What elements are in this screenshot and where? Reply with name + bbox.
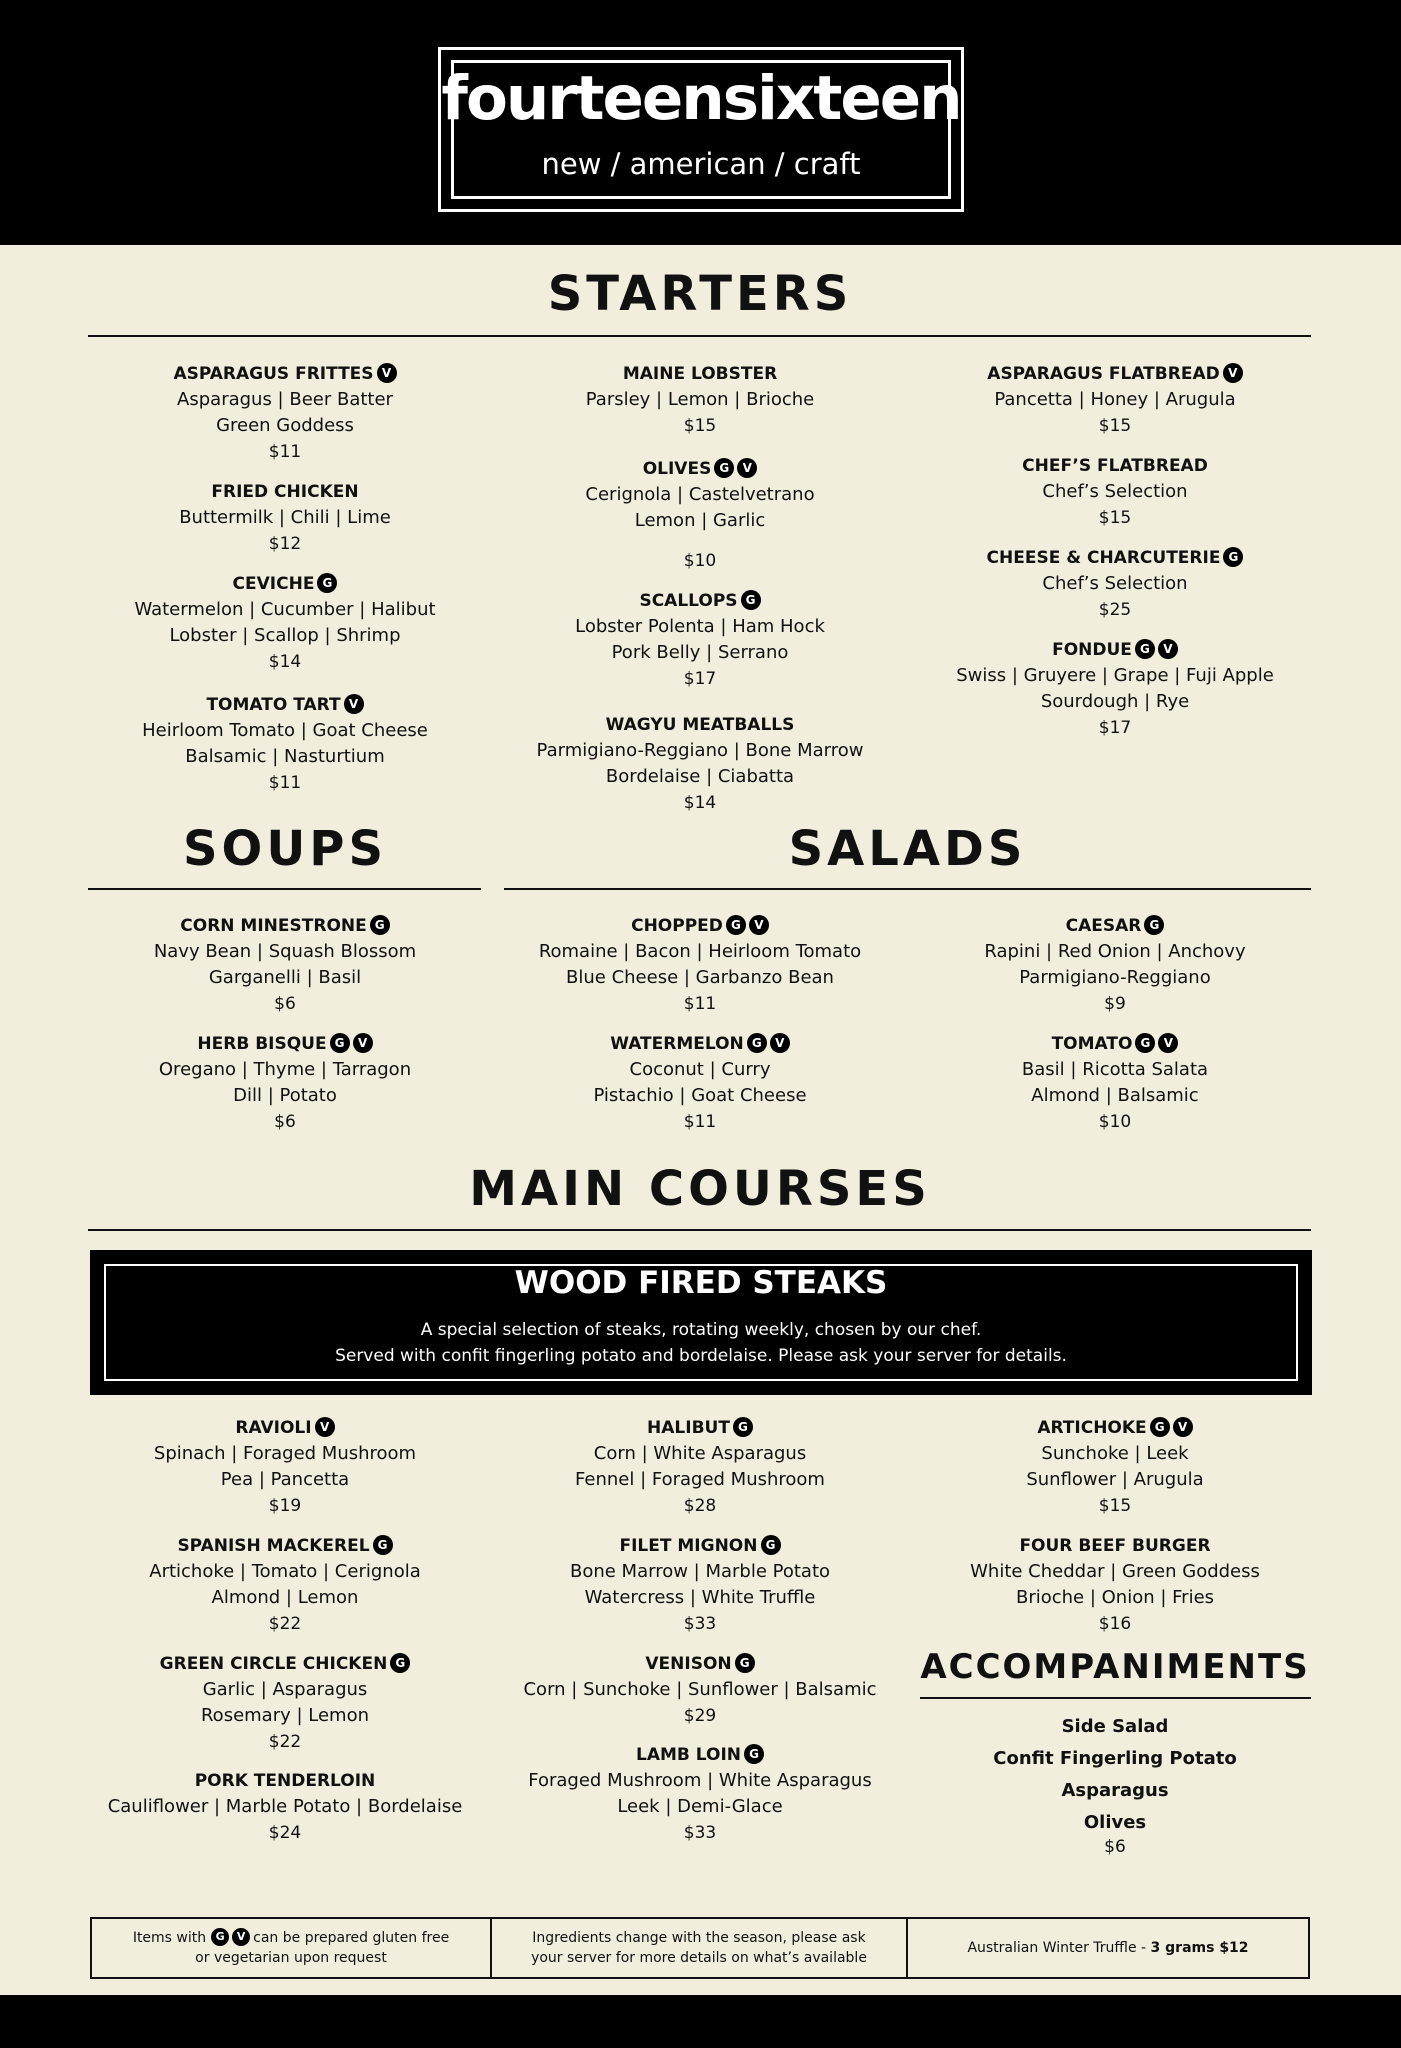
item-description: Blue Cheese | Garbanzo Bean bbox=[566, 967, 834, 988]
item-description: Swiss | Gruyere | Grape | Fuji Apple bbox=[956, 665, 1274, 686]
vegetarian-badge-icon: V bbox=[344, 694, 364, 714]
menu-item-tomato bbox=[920, 1031, 1310, 1135]
item-price: $9 bbox=[1104, 994, 1126, 1014]
item-name: MAINE LOBSTER bbox=[622, 364, 778, 384]
note-text: Items with bbox=[132, 1930, 207, 1946]
item-name: FRIED CHICKEN bbox=[211, 482, 359, 502]
accompaniment-confit-potato: Confit Fingerling Potato bbox=[993, 1748, 1237, 1769]
menu-item-watermelon bbox=[505, 1031, 895, 1135]
footer-bar bbox=[0, 1995, 1401, 2048]
item-description: White Cheddar | Green Goddess bbox=[970, 1561, 1260, 1582]
item-description: Navy Bean | Squash Blossom bbox=[153, 941, 417, 962]
item-description: Pork Belly | Serrano bbox=[611, 642, 789, 663]
item-name: RAVIOLI bbox=[235, 1418, 312, 1438]
item-description: Balsamic | Nasturtium bbox=[185, 746, 385, 767]
item-description: Buttermilk | Chili | Lime bbox=[179, 507, 391, 528]
item-price: $24 bbox=[268, 1823, 302, 1843]
section-title-main-courses: MAIN COURSES bbox=[469, 1161, 931, 1217]
item-description: Lemon | Garlic bbox=[634, 510, 766, 531]
gluten-free-badge-icon: G bbox=[744, 1744, 764, 1764]
menu-item-maine-lobster bbox=[505, 361, 895, 439]
item-price: $10 bbox=[683, 551, 717, 571]
item-price: $19 bbox=[268, 1496, 302, 1516]
item-price: $15 bbox=[1098, 416, 1132, 436]
logo bbox=[438, 47, 964, 212]
item-price: $33 bbox=[683, 1823, 717, 1843]
footer-notes bbox=[90, 1917, 1310, 1979]
item-name: CHOPPED bbox=[631, 916, 723, 936]
steaks-description: Served with confit fingerling potato and bordelaise. Please ask your server for details. bbox=[335, 1346, 1067, 1366]
menu-item-scallops bbox=[505, 588, 895, 692]
item-name: HERB BISQUE bbox=[197, 1034, 327, 1054]
item-description: Parsley | Lemon | Brioche bbox=[585, 389, 815, 410]
gluten-free-badge-icon: G bbox=[330, 1033, 350, 1053]
menu-item-chopped bbox=[505, 913, 895, 1017]
item-name: FILET MIGNON bbox=[619, 1536, 758, 1556]
item-description: Pistachio | Goat Cheese bbox=[593, 1085, 807, 1106]
item-price: $14 bbox=[268, 652, 302, 672]
menu-item-corn-minestrone bbox=[90, 913, 480, 1017]
vegetarian-badge-icon: V bbox=[770, 1033, 790, 1053]
item-description: Garlic | Asparagus bbox=[202, 1679, 368, 1700]
section-title-starters: STARTERS bbox=[547, 266, 853, 322]
item-description: Chef’s Selection bbox=[1042, 481, 1188, 502]
accompaniment-olives: Olives bbox=[1083, 1812, 1147, 1833]
item-price: $29 bbox=[683, 1706, 717, 1726]
header-bar bbox=[0, 0, 1401, 245]
section-title-salads: SALADS bbox=[788, 821, 1027, 877]
item-description: Spinach | Foraged Mushroom bbox=[153, 1443, 417, 1464]
menu-item-olives bbox=[505, 456, 895, 574]
item-name: WAGYU MEATBALLS bbox=[605, 715, 795, 735]
item-price: $11 bbox=[683, 994, 717, 1014]
item-description: Sunflower | Arugula bbox=[1026, 1469, 1204, 1490]
gluten-free-badge-icon: G bbox=[1150, 1417, 1170, 1437]
menu-item-cheese-charcuterie bbox=[920, 545, 1310, 623]
gluten-free-badge-icon: G bbox=[370, 915, 390, 935]
menu-item-fondue bbox=[920, 637, 1310, 741]
note-text: or vegetarian upon request bbox=[195, 1950, 387, 1966]
item-name: CHEF’S FLATBREAD bbox=[1022, 456, 1208, 476]
item-price: $10 bbox=[1098, 1112, 1132, 1132]
vegetarian-badge-icon: V bbox=[1223, 363, 1243, 383]
divider bbox=[920, 1697, 1311, 1699]
menu-item-chefs-flatbread bbox=[920, 453, 1310, 531]
divider bbox=[504, 888, 1311, 890]
item-description: Coconut | Curry bbox=[629, 1059, 771, 1080]
gluten-free-badge-icon: G bbox=[733, 1417, 753, 1437]
menu-item-caesar bbox=[920, 913, 1310, 1017]
vegetarian-badge-icon: V bbox=[1173, 1417, 1193, 1437]
item-description: Foraged Mushroom | White Asparagus bbox=[528, 1770, 872, 1791]
item-price: $17 bbox=[683, 669, 717, 689]
gluten-free-badge-icon: G bbox=[747, 1033, 767, 1053]
item-name: GREEN CIRCLE CHICKEN bbox=[159, 1654, 388, 1674]
section-title-accompaniments: ACCOMPANIMENTS bbox=[920, 1647, 1310, 1687]
item-price: $25 bbox=[1098, 600, 1132, 620]
item-description: Rosemary | Lemon bbox=[200, 1705, 370, 1726]
item-price: $33 bbox=[683, 1614, 717, 1634]
item-description: Bone Marrow | Marble Potato bbox=[569, 1561, 831, 1582]
menu-item-filet-mignon bbox=[505, 1533, 895, 1637]
item-description: Lobster Polenta | Ham Hock bbox=[575, 616, 825, 637]
item-name: FONDUE bbox=[1052, 640, 1132, 660]
item-description: Fennel | Foraged Mushroom bbox=[575, 1469, 825, 1490]
menu-item-artichoke bbox=[920, 1415, 1310, 1519]
item-description: Oregano | Thyme | Tarragon bbox=[158, 1059, 412, 1080]
item-price: $11 bbox=[268, 773, 302, 793]
item-description: Parmigiano-Reggiano | Bone Marrow bbox=[536, 740, 864, 761]
item-description: Asparagus | Beer Batter bbox=[177, 389, 393, 410]
menu-item-four-beef-burger bbox=[920, 1533, 1310, 1637]
section-title-soups: SOUPS bbox=[182, 821, 388, 877]
menu-item-lamb-loin bbox=[505, 1742, 895, 1846]
accompaniment-price: $6 bbox=[1104, 1837, 1126, 1857]
item-name: LAMB LOIN bbox=[635, 1745, 741, 1765]
item-description: Parmigiano-Reggiano bbox=[1019, 967, 1211, 988]
dietary-note bbox=[92, 1919, 490, 1977]
menu-item-ravioli bbox=[90, 1415, 480, 1519]
item-price: $22 bbox=[268, 1614, 302, 1634]
item-price: $6 bbox=[274, 994, 296, 1014]
restaurant-tagline: new / american / craft bbox=[541, 147, 861, 181]
item-name: TOMATO bbox=[1051, 1034, 1133, 1054]
item-price: $22 bbox=[268, 1732, 302, 1752]
item-price: $14 bbox=[683, 793, 717, 813]
vegetarian-badge-icon: V bbox=[353, 1033, 373, 1053]
item-description: Corn | Sunchoke | Sunflower | Balsamic bbox=[523, 1679, 877, 1700]
item-description: Romaine | Bacon | Heirloom Tomato bbox=[538, 941, 862, 962]
vegetarian-badge-icon: V bbox=[749, 915, 769, 935]
vegetarian-badge-icon: V bbox=[315, 1417, 335, 1437]
item-description: Artichoke | Tomato | Cerignola bbox=[149, 1561, 421, 1582]
item-description: Brioche | Onion | Fries bbox=[1015, 1587, 1215, 1608]
gluten-free-badge-icon: G bbox=[390, 1653, 410, 1673]
gluten-free-badge-icon: G bbox=[741, 590, 761, 610]
item-name: VENISON bbox=[645, 1654, 732, 1674]
seasonal-note bbox=[492, 1919, 906, 1977]
item-name: CAESAR bbox=[1065, 916, 1142, 936]
note-text: Ingredients change with the season, please ask bbox=[532, 1930, 866, 1946]
vegetarian-badge-icon: V bbox=[1158, 1033, 1178, 1053]
menu-item-tomato-tart bbox=[90, 692, 480, 796]
item-description: Pea | Pancetta bbox=[220, 1469, 350, 1490]
item-description: Leek | Demi-Glace bbox=[617, 1796, 783, 1817]
accompaniment-side-salad: Side Salad bbox=[1061, 1716, 1169, 1737]
divider bbox=[88, 335, 1311, 337]
note-text: can be prepared gluten free bbox=[253, 1930, 450, 1946]
item-name: HALIBUT bbox=[647, 1418, 730, 1438]
item-price: $11 bbox=[268, 442, 302, 462]
item-name: WATERMELON bbox=[610, 1034, 744, 1054]
item-name: FOUR BEEF BURGER bbox=[1019, 1536, 1211, 1556]
item-description: Cauliflower | Marble Potato | Bordelaise bbox=[107, 1796, 463, 1817]
menu-item-wagyu-meatballs bbox=[505, 712, 895, 816]
item-price: $15 bbox=[1098, 508, 1132, 528]
divider bbox=[88, 888, 481, 890]
item-description: Lobster | Scallop | Shrimp bbox=[169, 625, 401, 646]
item-price: $16 bbox=[1098, 1614, 1132, 1634]
gluten-free-badge-icon: G bbox=[761, 1535, 781, 1555]
menu-item-halibut bbox=[505, 1415, 895, 1519]
wood-fired-steaks-banner bbox=[90, 1250, 1312, 1395]
item-description: Heirloom Tomato | Goat Cheese bbox=[142, 720, 428, 741]
steaks-title: WOOD FIRED STEAKS bbox=[514, 1265, 888, 1301]
item-name: SCALLOPS bbox=[639, 591, 738, 611]
menu-item-venison bbox=[505, 1651, 895, 1729]
menu-item-fried-chicken bbox=[90, 479, 480, 557]
item-description: Garganelli | Basil bbox=[208, 967, 362, 988]
menu-item-ceviche bbox=[90, 571, 480, 675]
steaks-description: A special selection of steaks, rotating weekly, chosen by our chef. bbox=[420, 1320, 982, 1340]
item-name: CORN MINESTRONE bbox=[180, 916, 367, 936]
gluten-free-badge-icon: G bbox=[1144, 915, 1164, 935]
item-description: Watermelon | Cucumber | Halibut bbox=[134, 599, 436, 620]
item-description: Dill | Potato bbox=[233, 1085, 337, 1106]
truffle-price: 3 grams $12 bbox=[1150, 1940, 1249, 1956]
item-name: TOMATO TART bbox=[206, 695, 341, 715]
gluten-free-badge-icon: G bbox=[1135, 1033, 1155, 1053]
item-description: Green Goddess bbox=[216, 415, 354, 436]
item-name: ARTICHOKE bbox=[1037, 1418, 1147, 1438]
note-text: your server for more details on what’s available bbox=[531, 1950, 867, 1966]
item-description: Chef’s Selection bbox=[1042, 573, 1188, 594]
item-name: ASPARAGUS FLATBREAD bbox=[987, 364, 1220, 384]
divider bbox=[88, 1229, 1311, 1231]
gluten-free-badge-icon: G bbox=[317, 573, 337, 593]
menu-item-green-circle-chicken bbox=[90, 1651, 480, 1755]
vegetarian-badge-icon: V bbox=[232, 1928, 250, 1946]
item-price: $11 bbox=[683, 1112, 717, 1132]
note-text: Australian Winter Truffle - bbox=[967, 1940, 1151, 1956]
menu-item-pork-tenderloin bbox=[90, 1768, 480, 1846]
item-name: ASPARAGUS FRITTES bbox=[173, 364, 374, 384]
item-description: Almond | Balsamic bbox=[1031, 1085, 1199, 1106]
accompaniment-asparagus: Asparagus bbox=[1061, 1780, 1169, 1801]
truffle-note bbox=[908, 1919, 1308, 1977]
item-description: Pancetta | Honey | Arugula bbox=[994, 389, 1236, 410]
item-description: Rapini | Red Onion | Anchovy bbox=[984, 941, 1246, 962]
gluten-free-badge-icon: G bbox=[714, 458, 734, 478]
item-description: Basil | Ricotta Salata bbox=[1021, 1059, 1209, 1080]
gluten-free-badge-icon: G bbox=[211, 1928, 229, 1946]
item-description: Sourdough | Rye bbox=[1040, 691, 1190, 712]
item-price: $15 bbox=[683, 416, 717, 436]
item-description: Corn | White Asparagus bbox=[593, 1443, 807, 1464]
gluten-free-badge-icon: G bbox=[726, 915, 746, 935]
item-price: $15 bbox=[1098, 1496, 1132, 1516]
vegetarian-badge-icon: V bbox=[377, 363, 397, 383]
item-price: $6 bbox=[274, 1112, 296, 1132]
item-name: CHEESE & CHARCUTERIE bbox=[986, 548, 1221, 568]
menu-item-herb-bisque bbox=[90, 1031, 480, 1135]
menu-item-asparagus-flatbread bbox=[920, 361, 1310, 439]
gluten-free-badge-icon: G bbox=[1135, 639, 1155, 659]
menu-item-asparagus-frittes bbox=[90, 361, 480, 465]
item-description: Almond | Lemon bbox=[211, 1587, 359, 1608]
gluten-free-badge-icon: G bbox=[1223, 547, 1243, 567]
item-name: OLIVES bbox=[642, 459, 712, 479]
gluten-free-badge-icon: G bbox=[373, 1535, 393, 1555]
item-description: Watercress | White Truffle bbox=[584, 1587, 816, 1608]
gluten-free-badge-icon: G bbox=[735, 1653, 755, 1673]
item-price: $28 bbox=[683, 1496, 717, 1516]
menu-item-spanish-mackerel bbox=[90, 1533, 480, 1637]
item-description: Bordelaise | Ciabatta bbox=[605, 766, 795, 787]
vegetarian-badge-icon: V bbox=[1158, 639, 1178, 659]
item-price: $12 bbox=[268, 534, 302, 554]
item-description: Sunchoke | Leek bbox=[1041, 1443, 1189, 1464]
vegetarian-badge-icon: V bbox=[737, 458, 757, 478]
item-description: Cerignola | Castelvetrano bbox=[585, 484, 815, 505]
item-price: $17 bbox=[1098, 718, 1132, 738]
item-name: SPANISH MACKEREL bbox=[177, 1536, 370, 1556]
item-name: CEVICHE bbox=[232, 574, 315, 594]
restaurant-name: fourteensixteen bbox=[441, 63, 961, 134]
item-name: PORK TENDERLOIN bbox=[194, 1771, 376, 1791]
